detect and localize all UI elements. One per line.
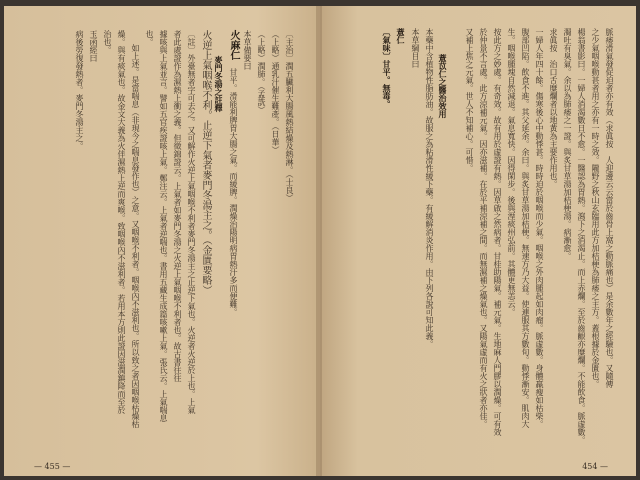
text-column: 者此處證作為濕熱上衝之義。但徵錦證云。上氣者如麥門冬湯之火逆上氣咽喉不利者也。故古書往往 [173,30,182,382]
page-number-left: — 455 — [34,462,71,471]
text-column: 腹部凹陷。飲食不進。其父延余。余曰。與炙甘草湯加桔梗。無速方乃大益。使連服其方數旬。動悸漸安。肌肉大 [521,28,530,428]
text-column: 病後勞復發熱者。麥門冬湯主之。 [75,30,84,150]
column-spacer [450,28,462,448]
section-title: 薏苡仁之醫治效用 [438,54,448,118]
text-column: （上略）潤肺。（孟詵） [257,30,266,114]
text-column: （上略）通乳汁催生難產。（日華） [271,30,280,154]
text-column: 楊翁書影曰。一婦人消渴數日不愈。一醫認為胃熱。瀉下之消渴止。而上赤爛。至於齒齦亦糜爛。不能飲食。脈虛數。 [577,28,586,444]
text-column: 生。咽喉腫塊自然減退。氣息寬快。因得閑步。後與溼痰州弘前。其體更無恙云。 [507,28,516,316]
left-page [4,6,320,476]
text-column: 之少氣咽喉動甚者用之亦有一時之效。隴野之秋山玄臨用此方加桔梗為肺痿之主方。蓋根據於金匱也。 [591,28,600,388]
text-column: 〔註〕外臺無者字可去之。又可解作火逆上氣咽喉不利者麥門冬湯主之止逆下氣也。火逆者火逆於上也。上氣 [187,30,196,414]
formula-text: 火逆上氣咽喉不利。止逆下氣者麥門冬湯主之。 [200,30,211,240]
text-column: 濁吐有臭氣。余以為肺痿之一證。與炙甘草湯加桔梗湯。病漸愈。 [563,28,572,260]
herb-name: 薏仁 [396,28,406,44]
herb-nature: 〔氣味〕甘平。無毒。 [382,28,392,108]
text-column: 脈痿滑氣發促迫者亦有效（求眞按 人迎邊云云當於齒骨上窩之動脈痛也）是余數年之經驗也。又隨傳 [605,28,614,388]
formula-source: （金匱要略） [200,240,211,295]
text-column: 一婦人年四十餘。傷寒後心中動悸甚。時時迫於咽喉而少氣。咽喉之外肉腫起如肉瘤。脈虛數。身體羸瘦如枯柴。 [535,28,544,428]
text-column: 按此方之妙處。有奇效。故有用於虛證有熱。因草啟之然病者。甘桂助陽氣。補元氣。生地麻人門膠以潤燥。可有效 [493,28,502,436]
source-title: 本草綱目曰 [411,28,420,68]
text-column: 玉函經曰 [89,30,98,62]
formula-line [198,30,212,450]
intro-text: 本藥中含植物性脂肪油。故服之為粘滑性緩下藥。有緩解消炎作用。由下列各說可知此義。 [425,28,434,348]
right-page-text [380,28,616,448]
text-column: 又補上焦之元氣。世人不知補心。可惜。 [465,28,474,172]
text-column: 求眞按 治口舌糜爛者以地黃為主要作用也。 [549,28,558,188]
text-column: 據咳與上氣並言。譬如五官疾證咳上氣。鄭注云。上氣者逆喘也。書用五藏生成篇咳嗽上氣。張氏云。上氣喘息 [159,30,168,422]
page-number-right: 454 — [582,462,608,471]
herb-name: 火麻仁 [228,30,239,60]
text-column: 如上述。是當喘息（非現今之喘息發作也）之意。又咽喉不利者。咽喉內不滋利也。所以致之者因咽喉枯燥枯 [131,44,140,428]
text-column: 也。 [145,30,154,46]
section-title: 麥門冬湯之註釋 [214,56,224,112]
book-gutter [316,6,322,476]
left-page-text [72,30,296,450]
text-column: 治也。 [103,30,112,54]
text-column: 〔主治〕潤五臟利大腸風熱結燥及熱淋。（士良） [285,30,294,202]
herb-description: 甘平。滑能利脾胃大腸之氣。而緩脾。潤燥治陽明病胃熱汗多而便難。 [229,68,238,316]
text-column: 本草備要曰 [243,30,252,70]
right-page [320,6,636,476]
herb-entry [226,30,240,450]
text-column: 於仲景不言處。此方涼補元氣。因亦滋補。在於平補涼補之間。而無濕補之燥氣也。又陽氣虛而有火之狀者亦佳。 [479,28,488,428]
text-column: 燥。與有痰氣也。故金文大義為火伴濕熱上逆而爽喉。致咽喉內不滋利者。若用本方則此證因滋潤鎮降而至於 [117,30,126,414]
book-spread [4,6,636,476]
